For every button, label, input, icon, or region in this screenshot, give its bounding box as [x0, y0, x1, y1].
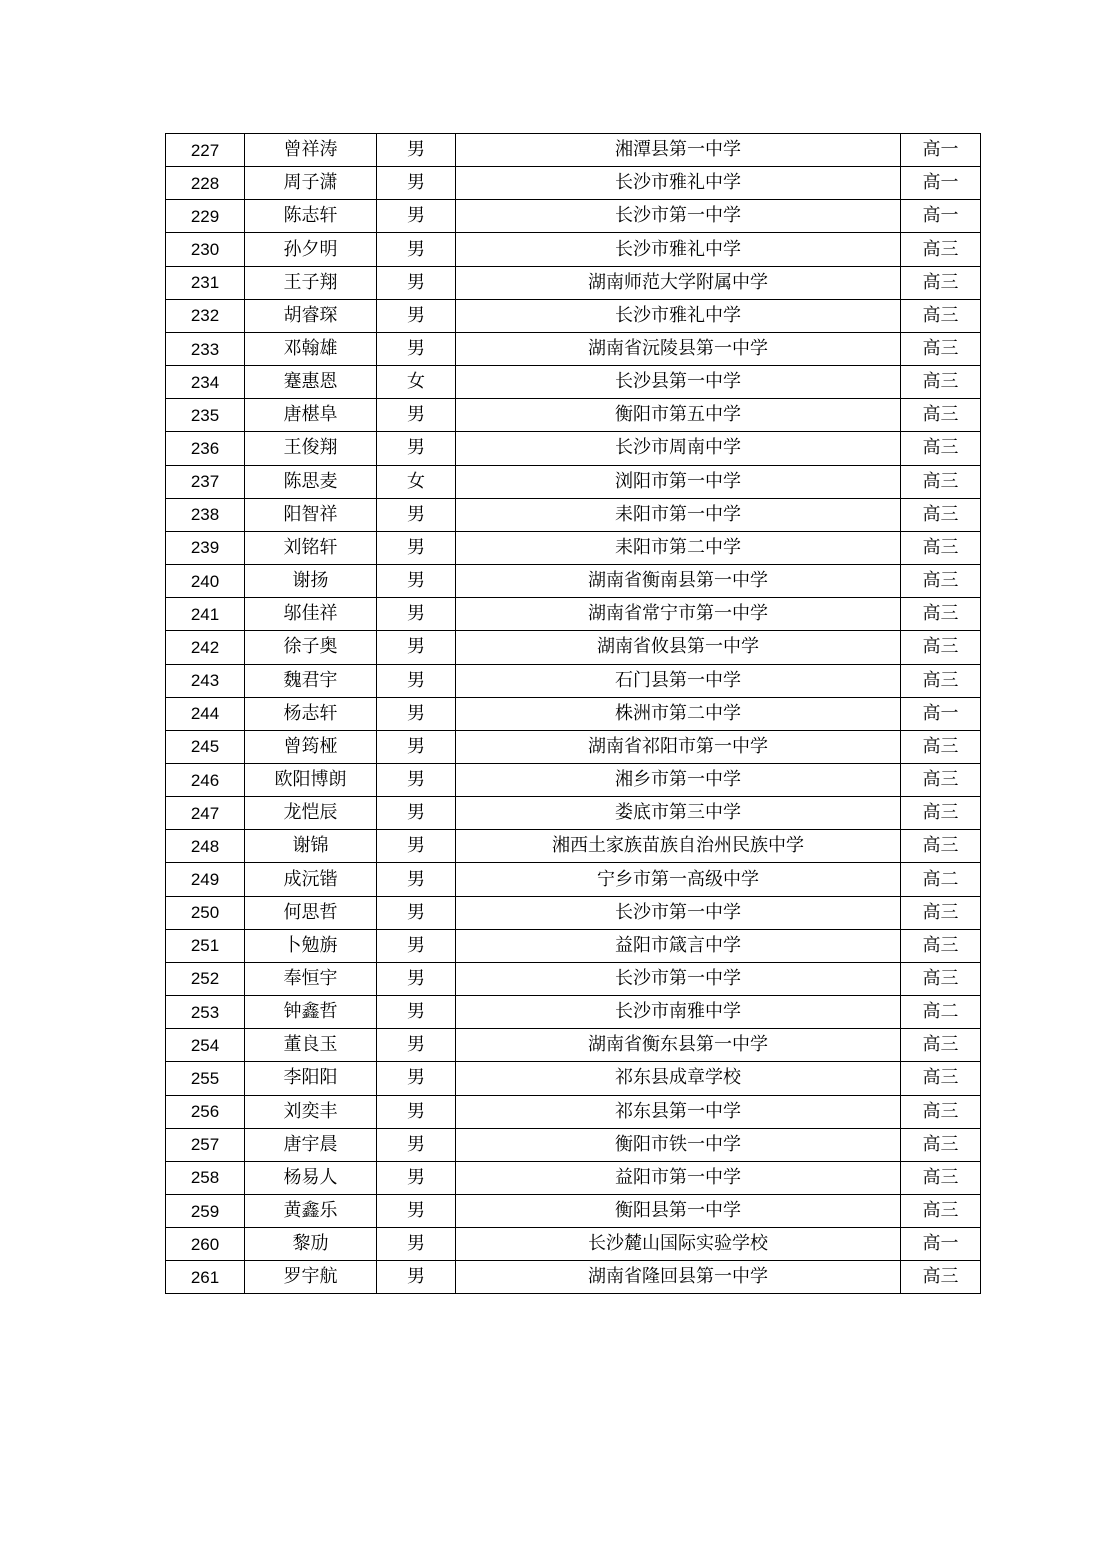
gender-cell: 男: [377, 266, 456, 299]
name-cell: 陈思麦: [245, 465, 377, 498]
table-row: [166, 1228, 981, 1261]
grade-cell: 高三: [901, 366, 981, 399]
table-row: [166, 233, 981, 266]
gender-cell: 男: [377, 1195, 456, 1228]
grade-cell: 高三: [901, 233, 981, 266]
table-row: [166, 697, 981, 730]
gender-cell: 男: [377, 565, 456, 598]
table-row: [166, 299, 981, 332]
name-cell: 唐宇晨: [245, 1128, 377, 1161]
student-roster-table: [165, 133, 981, 1294]
school-cell: 祁东县第一中学: [456, 1095, 901, 1128]
gender-cell: 男: [377, 598, 456, 631]
number-cell: 260: [166, 1228, 245, 1261]
number-cell: 231: [166, 266, 245, 299]
table-row: [166, 366, 981, 399]
number-cell: 251: [166, 929, 245, 962]
school-cell: 株洲市第二中学: [456, 697, 901, 730]
name-cell: 谢扬: [245, 565, 377, 598]
school-cell: 石门县第一中学: [456, 664, 901, 697]
name-cell: 胡睿琛: [245, 299, 377, 332]
table-row: [166, 929, 981, 962]
grade-cell: 高三: [901, 1261, 981, 1294]
school-cell: 益阳市第一中学: [456, 1161, 901, 1194]
gender-cell: 男: [377, 299, 456, 332]
grade-cell: 高三: [901, 465, 981, 498]
name-cell: 欧阳博朗: [245, 763, 377, 796]
name-cell: 奉恒宇: [245, 962, 377, 995]
gender-cell: 男: [377, 432, 456, 465]
grade-cell: 高三: [901, 432, 981, 465]
table-row: [166, 1195, 981, 1228]
grade-cell: 高一: [901, 167, 981, 200]
school-cell: 长沙市第一中学: [456, 896, 901, 929]
table-row: [166, 332, 981, 365]
name-cell: 李阳阳: [245, 1062, 377, 1095]
table-row: [166, 863, 981, 896]
grade-cell: 高三: [901, 1095, 981, 1128]
number-cell: 243: [166, 664, 245, 697]
gender-cell: 男: [377, 830, 456, 863]
school-cell: 长沙市周南中学: [456, 432, 901, 465]
grade-cell: 高三: [901, 1128, 981, 1161]
number-cell: 250: [166, 896, 245, 929]
number-cell: 246: [166, 763, 245, 796]
name-cell: 陈志轩: [245, 200, 377, 233]
school-cell: 衡阳市铁一中学: [456, 1128, 901, 1161]
school-cell: 长沙市雅礼中学: [456, 299, 901, 332]
name-cell: 杨志轩: [245, 697, 377, 730]
roster-body: [166, 134, 981, 1294]
gender-cell: 男: [377, 1261, 456, 1294]
gender-cell: 男: [377, 1128, 456, 1161]
grade-cell: 高三: [901, 730, 981, 763]
gender-cell: 男: [377, 1161, 456, 1194]
gender-cell: 男: [377, 962, 456, 995]
grade-cell: 高一: [901, 1228, 981, 1261]
school-cell: 益阳市箴言中学: [456, 929, 901, 962]
table-row: [166, 1062, 981, 1095]
gender-cell: 男: [377, 1095, 456, 1128]
table-row: [166, 134, 981, 167]
school-cell: 湖南省衡南县第一中学: [456, 565, 901, 598]
number-cell: 244: [166, 697, 245, 730]
school-cell: 祁东县成章学校: [456, 1062, 901, 1095]
grade-cell: 高三: [901, 266, 981, 299]
table-row: [166, 1029, 981, 1062]
school-cell: 长沙市第一中学: [456, 200, 901, 233]
grade-cell: 高三: [901, 797, 981, 830]
school-cell: 宁乡市第一高级中学: [456, 863, 901, 896]
gender-cell: 女: [377, 465, 456, 498]
name-cell: 孙夕明: [245, 233, 377, 266]
number-cell: 248: [166, 830, 245, 863]
gender-cell: 男: [377, 1228, 456, 1261]
grade-cell: 高三: [901, 830, 981, 863]
number-cell: 245: [166, 730, 245, 763]
grade-cell: 高三: [901, 929, 981, 962]
number-cell: 247: [166, 797, 245, 830]
gender-cell: 男: [377, 797, 456, 830]
name-cell: 唐椹阜: [245, 399, 377, 432]
gender-cell: 男: [377, 730, 456, 763]
grade-cell: 高三: [901, 565, 981, 598]
number-cell: 229: [166, 200, 245, 233]
gender-cell: 男: [377, 996, 456, 1029]
name-cell: 阳智祥: [245, 498, 377, 531]
name-cell: 杨易人: [245, 1161, 377, 1194]
number-cell: 252: [166, 962, 245, 995]
number-cell: 258: [166, 1161, 245, 1194]
gender-cell: 男: [377, 233, 456, 266]
school-cell: 长沙市南雅中学: [456, 996, 901, 1029]
table-row: [166, 763, 981, 796]
school-cell: 长沙市第一中学: [456, 962, 901, 995]
gender-cell: 男: [377, 134, 456, 167]
number-cell: 255: [166, 1062, 245, 1095]
gender-cell: 男: [377, 664, 456, 697]
number-cell: 235: [166, 399, 245, 432]
number-cell: 261: [166, 1261, 245, 1294]
number-cell: 227: [166, 134, 245, 167]
name-cell: 谢锦: [245, 830, 377, 863]
grade-cell: 高二: [901, 996, 981, 1029]
grade-cell: 高三: [901, 664, 981, 697]
number-cell: 257: [166, 1128, 245, 1161]
grade-cell: 高一: [901, 697, 981, 730]
number-cell: 239: [166, 531, 245, 564]
name-cell: 董良玉: [245, 1029, 377, 1062]
gender-cell: 男: [377, 200, 456, 233]
grade-cell: 高三: [901, 1029, 981, 1062]
school-cell: 湖南省攸县第一中学: [456, 631, 901, 664]
gender-cell: 男: [377, 167, 456, 200]
table-row: [166, 664, 981, 697]
name-cell: 成沅锴: [245, 863, 377, 896]
grade-cell: 高三: [901, 299, 981, 332]
table-row: [166, 996, 981, 1029]
school-cell: 湖南省祁阳市第一中学: [456, 730, 901, 763]
grade-cell: 高三: [901, 1195, 981, 1228]
school-cell: 湖南省沅陵县第一中学: [456, 332, 901, 365]
table-row: [166, 896, 981, 929]
name-cell: 魏君宇: [245, 664, 377, 697]
name-cell: 龙恺辰: [245, 797, 377, 830]
name-cell: 曾筠桠: [245, 730, 377, 763]
school-cell: 长沙县第一中学: [456, 366, 901, 399]
grade-cell: 高三: [901, 763, 981, 796]
name-cell: 黄鑫乐: [245, 1195, 377, 1228]
grade-cell: 高三: [901, 332, 981, 365]
table-row: [166, 465, 981, 498]
grade-cell: 高一: [901, 200, 981, 233]
grade-cell: 高三: [901, 531, 981, 564]
table-row: [166, 565, 981, 598]
school-cell: 湘西土家族苗族自治州民族中学: [456, 830, 901, 863]
gender-cell: 男: [377, 929, 456, 962]
grade-cell: 高三: [901, 598, 981, 631]
number-cell: 259: [166, 1195, 245, 1228]
name-cell: 罗宇航: [245, 1261, 377, 1294]
grade-cell: 高三: [901, 1161, 981, 1194]
gender-cell: 男: [377, 332, 456, 365]
name-cell: 曾祥涛: [245, 134, 377, 167]
name-cell: 邓翰雄: [245, 332, 377, 365]
name-cell: 何思哲: [245, 896, 377, 929]
table-row: [166, 631, 981, 664]
school-cell: 湘乡市第一中学: [456, 763, 901, 796]
school-cell: 湖南省常宁市第一中学: [456, 598, 901, 631]
school-cell: 衡阳市第五中学: [456, 399, 901, 432]
table-row: [166, 830, 981, 863]
name-cell: 周子潇: [245, 167, 377, 200]
name-cell: 邬佳祥: [245, 598, 377, 631]
table-row: [166, 730, 981, 763]
table-row: [166, 598, 981, 631]
name-cell: 刘铭轩: [245, 531, 377, 564]
name-cell: 卜勉旃: [245, 929, 377, 962]
name-cell: 黎劢: [245, 1228, 377, 1261]
table-row: [166, 498, 981, 531]
number-cell: 234: [166, 366, 245, 399]
table-row: [166, 1261, 981, 1294]
table-row: [166, 1095, 981, 1128]
number-cell: 253: [166, 996, 245, 1029]
school-cell: 长沙市雅礼中学: [456, 167, 901, 200]
school-cell: 长沙市雅礼中学: [456, 233, 901, 266]
table-row: [166, 432, 981, 465]
school-cell: 耒阳市第一中学: [456, 498, 901, 531]
number-cell: 242: [166, 631, 245, 664]
gender-cell: 男: [377, 399, 456, 432]
gender-cell: 女: [377, 366, 456, 399]
school-cell: 衡阳县第一中学: [456, 1195, 901, 1228]
gender-cell: 男: [377, 863, 456, 896]
name-cell: 刘奕丰: [245, 1095, 377, 1128]
name-cell: 徐子奥: [245, 631, 377, 664]
number-cell: 230: [166, 233, 245, 266]
grade-cell: 高三: [901, 962, 981, 995]
gender-cell: 男: [377, 531, 456, 564]
number-cell: 241: [166, 598, 245, 631]
grade-cell: 高二: [901, 863, 981, 896]
gender-cell: 男: [377, 896, 456, 929]
school-cell: 耒阳市第二中学: [456, 531, 901, 564]
number-cell: 240: [166, 565, 245, 598]
grade-cell: 高一: [901, 134, 981, 167]
grade-cell: 高三: [901, 631, 981, 664]
table-row: [166, 266, 981, 299]
school-cell: 娄底市第三中学: [456, 797, 901, 830]
number-cell: 237: [166, 465, 245, 498]
gender-cell: 男: [377, 631, 456, 664]
table-row: [166, 531, 981, 564]
number-cell: 228: [166, 167, 245, 200]
table-row: [166, 200, 981, 233]
number-cell: 254: [166, 1029, 245, 1062]
grade-cell: 高三: [901, 896, 981, 929]
gender-cell: 男: [377, 763, 456, 796]
number-cell: 249: [166, 863, 245, 896]
name-cell: 王子翔: [245, 266, 377, 299]
table-row: [166, 962, 981, 995]
school-cell: 湘潭县第一中学: [456, 134, 901, 167]
table-row: [166, 399, 981, 432]
gender-cell: 男: [377, 1029, 456, 1062]
number-cell: 256: [166, 1095, 245, 1128]
school-cell: 浏阳市第一中学: [456, 465, 901, 498]
school-cell: 长沙麓山国际实验学校: [456, 1228, 901, 1261]
name-cell: 王俊翔: [245, 432, 377, 465]
name-cell: 蹇惠恩: [245, 366, 377, 399]
school-cell: 湖南省隆回县第一中学: [456, 1261, 901, 1294]
gender-cell: 男: [377, 498, 456, 531]
table-row: [166, 167, 981, 200]
gender-cell: 男: [377, 1062, 456, 1095]
number-cell: 236: [166, 432, 245, 465]
table-row: [166, 797, 981, 830]
grade-cell: 高三: [901, 1062, 981, 1095]
school-cell: 湖南省衡东县第一中学: [456, 1029, 901, 1062]
table-row: [166, 1128, 981, 1161]
grade-cell: 高三: [901, 399, 981, 432]
school-cell: 湖南师范大学附属中学: [456, 266, 901, 299]
number-cell: 233: [166, 332, 245, 365]
number-cell: 232: [166, 299, 245, 332]
number-cell: 238: [166, 498, 245, 531]
table-row: [166, 1161, 981, 1194]
gender-cell: 男: [377, 697, 456, 730]
grade-cell: 高三: [901, 498, 981, 531]
name-cell: 钟鑫哲: [245, 996, 377, 1029]
